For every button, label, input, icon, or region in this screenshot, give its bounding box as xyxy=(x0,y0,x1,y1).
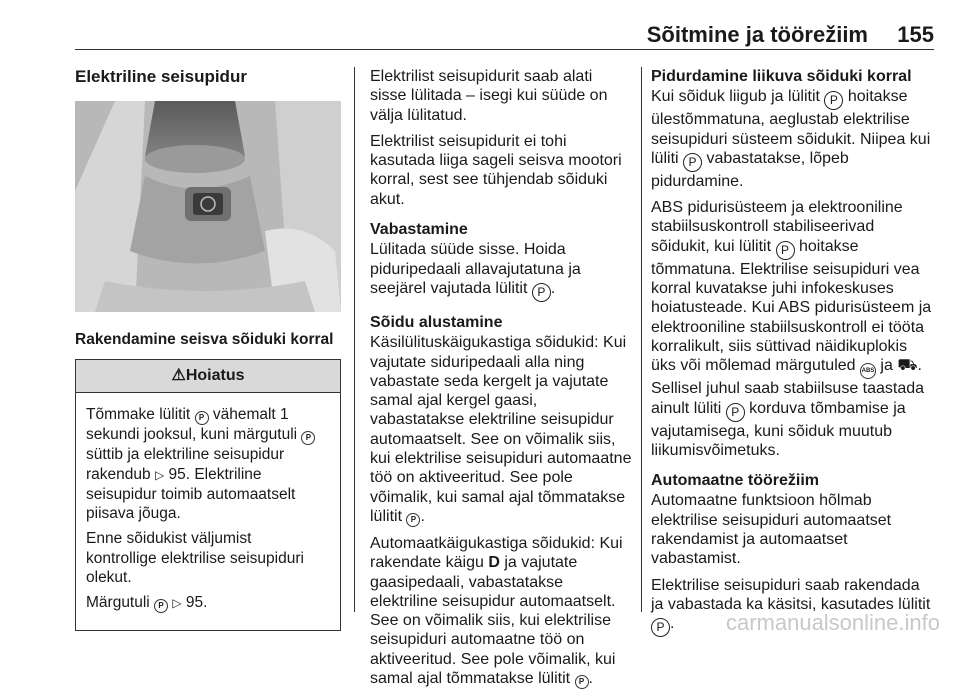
text: . xyxy=(670,615,675,633)
text: vähemalt 1 sekundi jooksul, kuni märgutuli xyxy=(86,406,302,444)
column-divider xyxy=(354,67,355,612)
column-left xyxy=(75,67,341,631)
parking-brake-switch-icon: P xyxy=(532,283,551,302)
stability-control-icon: ⛟ xyxy=(897,357,918,375)
parking-brake-switch-icon: P xyxy=(651,618,670,637)
subheading-release: Vabastamine xyxy=(370,221,468,239)
paragraph: Automaatne funktsioon hõlmab elektrilise seisupiduri automaatset rakendamist ja automaatset vabastamist. xyxy=(651,492,892,568)
page-ref-arrow-icon: ▷ xyxy=(154,467,165,482)
text: Automaatkäigukastiga sõidukid: Kui rakendate käigu xyxy=(370,534,623,572)
parking-brake-icon: P xyxy=(406,513,420,527)
text: Elektrilise seisupiduri saab rakendada ja vabastada ka käsitsi, kasutades lülitit xyxy=(651,576,931,613)
column-middle xyxy=(370,67,633,696)
header-rule xyxy=(75,49,934,50)
parking-brake-icon: P xyxy=(301,431,315,445)
warning-box xyxy=(75,359,341,631)
text: Märgutuli xyxy=(86,594,155,612)
warning-header xyxy=(76,360,340,393)
abs-warning-icon: ABS xyxy=(860,363,876,379)
parking-brake-illustration xyxy=(75,101,341,312)
text: süttib ja elektriline seisupidur rakendub xyxy=(86,446,285,483)
paragraph xyxy=(651,198,933,460)
text: Lülitada süüde sisse. Hoida piduripedaali allavajutatuna ja seejärel vajutada lülitit xyxy=(370,241,581,297)
parking-brake-switch-icon: P xyxy=(726,403,745,422)
parking-brake-icon: P xyxy=(575,675,589,689)
parking-brake-icon: P xyxy=(195,411,209,425)
paragraph: Elektrilist seisupidurit ei tohi kasutada liiga sageli seisva mootori korral, sest see tühjendab sõiduki akut. xyxy=(370,132,622,208)
text: ABS pidurisüsteem ja elektrooniline stabiilsuskontroll stabiliseerivad sõidukit, kui lülitit xyxy=(651,199,903,255)
page-ref-arrow-icon: ▷ xyxy=(172,596,182,611)
text: . Sellisel juhul saab stabiilsuse taastada ainult lüliti xyxy=(651,357,925,417)
subheading-start: Sõidu alustamine xyxy=(370,313,503,331)
watermark: carmanualsonline.info xyxy=(725,610,940,635)
warning-paragraph: Enne sõidukist väljumist kontrollige elektrilise seisupiduri olekut. xyxy=(86,530,304,587)
text: ja xyxy=(875,357,898,375)
warning-title: Hoiatus xyxy=(185,367,245,384)
text: Käsilülituskäigukastiga sõidukid: Kui vajutate siduripedaali alla ning vabastate seda kergelt ja vajutate samal ajal kergel gaasi, vabastatakse elektriline seisupidur automaatselt. See on võimalik siis, kui elektrilise seisupiduri automaatne töö on aktiveeritud. See pole võimalik, kui samal ajal tõmmatakse lülitit xyxy=(370,334,632,525)
text: ja vajutate gaasipedaali, vabastatakse elektriline seisupidur automaatselt. See on võimalik siis, kui elektrilise seisupiduri automaatne töö on aktiveeritud. See pole võimalik, kui samal ajal tõmmatakse lülitit xyxy=(370,554,616,688)
page-number: 155 xyxy=(897,22,934,47)
parking-brake-switch-icon: P xyxy=(776,241,795,260)
text: Kui sõiduk liigub ja lülitit xyxy=(651,88,825,106)
paragraph xyxy=(370,240,633,302)
paragraph xyxy=(370,333,633,527)
text: 95. xyxy=(181,594,208,612)
text: korduva tõmbamise ja vajutamisega, kuni sõiduk muutub liikumisvõimetuks. xyxy=(651,399,906,459)
gear-label: D xyxy=(488,554,500,572)
parking-brake-switch-icon: P xyxy=(824,91,843,110)
header-title: Sõitmine ja töörežiim xyxy=(646,22,868,47)
paragraph: Elektrilist seisupidurit saab alati sisse lülitada – isegi kui süüde on välja lülitatud. xyxy=(370,68,608,124)
warning-body xyxy=(76,393,340,629)
warning-paragraph xyxy=(86,593,326,613)
warning-triangle-icon: ⚠ xyxy=(171,367,186,384)
parking-brake-switch-icon: P xyxy=(683,153,702,172)
text: 95. Elektriline seisupidur toimib automaatselt piisava jõuga. xyxy=(86,465,296,523)
paragraph xyxy=(651,87,933,191)
subheading-auto: Automaatne töörežiim xyxy=(651,472,820,490)
text: hoitakse tõmmatuna. Elektrilise seisupiduri vea korral kuvatakse juhi infokeskuses hoiatusteade. Kui ABS pidurisüsteem ja elektrooniline stabiilsuskontroll ei tööta korralikult, siis süttivad näidikuplokis üks või mõlemad märgutuled xyxy=(651,237,932,375)
warning-paragraph xyxy=(86,405,326,523)
page-header xyxy=(75,22,934,50)
paragraph xyxy=(370,534,633,689)
subheading-moving: Pidurdamine liikuva sõiduki korral xyxy=(651,68,912,85)
text: . xyxy=(588,670,593,688)
text: Tõmmake lülitit xyxy=(86,406,195,424)
parking-brake-icon: P xyxy=(154,599,168,613)
text: vabastatakse, lõpeb pidurdamine. xyxy=(651,149,849,190)
parking-brake-photo xyxy=(75,101,341,312)
text: . xyxy=(420,507,425,525)
section-title: Elektriline seisupidur xyxy=(75,67,247,86)
text: hoitakse ülestõmmatuna, aeglustab elektrilise seisupiduri süsteem sõidukit. Niipea kui lüliti xyxy=(651,88,931,167)
text: . xyxy=(550,279,556,297)
column-divider xyxy=(641,67,642,612)
column-right xyxy=(651,67,933,644)
photo-caption: Rakendamine seisva sõiduki korral xyxy=(75,331,334,348)
